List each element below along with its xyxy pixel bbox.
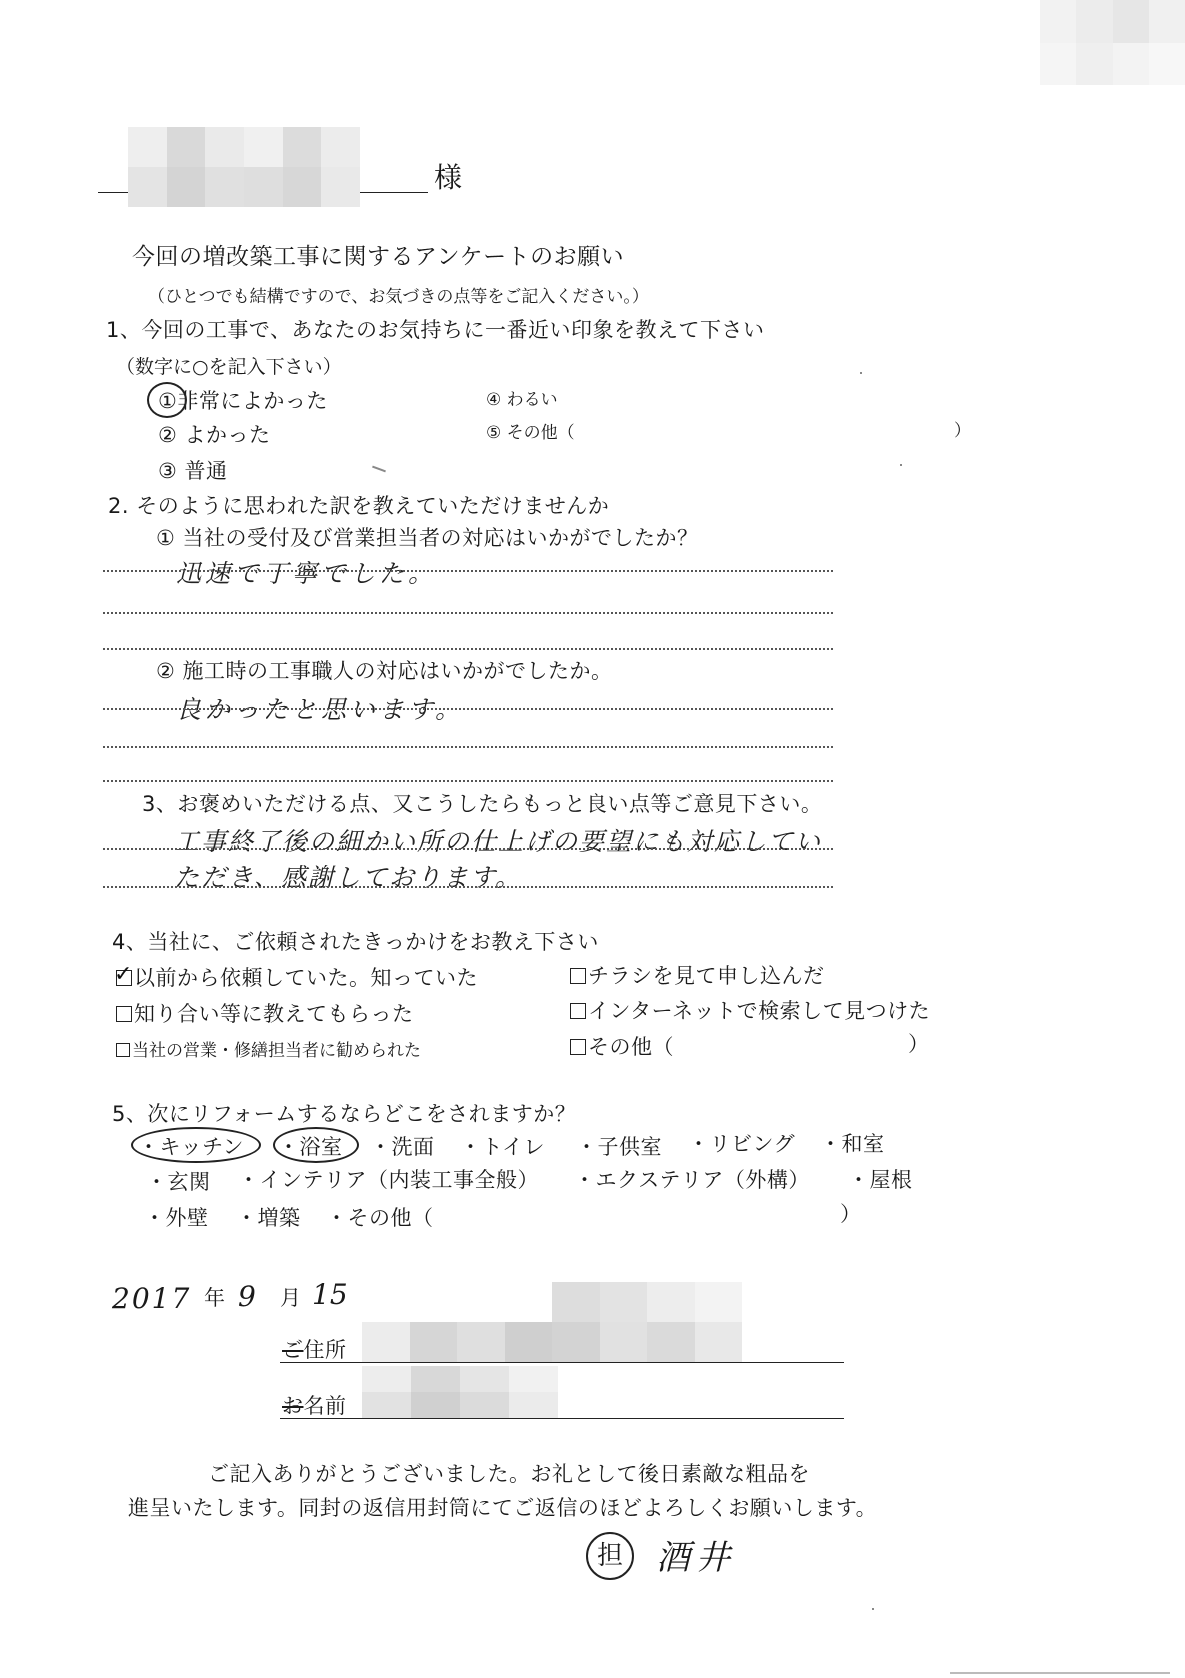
- q1-option-1-label: 非常によかった: [177, 389, 328, 413]
- q1-option-3: [158, 455, 228, 485]
- q1-option-2-num: ②: [158, 423, 178, 447]
- q5-item-kitchen: ・キッチン: [138, 1135, 245, 1159]
- q4-option-6-label: その他（: [588, 1035, 674, 1059]
- name-underline: [280, 1418, 844, 1419]
- answer-line: [103, 648, 833, 650]
- answer-line: [103, 780, 833, 782]
- check-icon: ✓: [114, 962, 133, 987]
- q1-option-4-num: ④: [486, 390, 502, 410]
- date-year-label: 年: [204, 1286, 226, 1310]
- scan-speck: [860, 372, 862, 374]
- checkbox[interactable]: [114, 962, 133, 987]
- address-underline: [280, 1362, 844, 1363]
- redacted-name: [362, 1366, 558, 1418]
- q5-item-interior: ・インテリア（内装工事全般）: [238, 1168, 539, 1192]
- checkbox[interactable]: [570, 1039, 586, 1055]
- q5-item-outer-wall: ・外壁: [144, 1206, 209, 1230]
- q5-item-other: ・その他（: [326, 1206, 434, 1230]
- name-underline-left: [98, 192, 128, 193]
- q4-option-3[interactable]: [116, 1036, 421, 1061]
- q1-option-3-label: 普通: [184, 459, 228, 483]
- address-label-text: 住所: [303, 1338, 347, 1362]
- q5-item-kids-room: ・子供室: [576, 1135, 662, 1159]
- answer-line: [103, 746, 833, 748]
- q2-sub2-question: ② 施工時の工事職人の対応はいかがでしたか。: [156, 659, 613, 683]
- q4-option-2[interactable]: [116, 998, 414, 1028]
- survey-subtitle: （ひとつでも結構ですので、お気づきの点等をご記入ください。）: [148, 287, 649, 307]
- q4-option-5[interactable]: [570, 995, 930, 1025]
- q1-option-2: [158, 419, 271, 449]
- q2-question: 2. そのように思われた訳を教えていただけませんか: [108, 494, 610, 518]
- q5-bath-circle: [273, 1127, 359, 1163]
- date-month: 9: [238, 1280, 256, 1313]
- address-prefix: ご: [282, 1338, 304, 1362]
- scan-speck: [872, 1608, 874, 1610]
- scan-speck: [900, 464, 902, 466]
- q4-option-6[interactable]: [570, 1031, 674, 1061]
- q5-item-living: ・リビング: [688, 1132, 796, 1156]
- q4-option-2-label: 知り合い等に教えてもらった: [134, 1002, 414, 1026]
- q5-kitchen-circle: [131, 1127, 261, 1163]
- q4-option-5-label: インターネットで検索して見つけた: [588, 999, 931, 1023]
- q1-option-3-num: ③: [158, 459, 178, 483]
- q1-selected-circle: [147, 382, 187, 418]
- q1-question: 1、今回の工事で、あなたのお気持ちに一番近い印象を教えて下さい: [106, 318, 765, 342]
- redacted-customer-name: [128, 127, 360, 207]
- scan-edge: [950, 1672, 1170, 1674]
- checkbox[interactable]: [116, 1043, 130, 1057]
- name-underline-right: [360, 192, 428, 193]
- q4-option-4-label: チラシを見て申し込んだ: [588, 964, 825, 988]
- q5-item-extension: ・増築: [236, 1206, 301, 1230]
- q5-item-roof: ・屋根: [848, 1168, 913, 1192]
- q2-sub2-answer: 良かったと思います。: [176, 695, 465, 724]
- q3-answer-line2: ただき、感謝しております。: [174, 863, 523, 892]
- q2-sub1-question: ① 当社の受付及び営業担当者の対応はいかがでしたか？: [156, 526, 699, 550]
- q3-question: 3、お褒めいただける点、又こうしたらもっと良い点等ご意見下さい。: [142, 792, 823, 816]
- q1-option-4-label: わるい: [506, 390, 558, 410]
- name-label: [282, 1390, 347, 1420]
- footer-line2: 進呈いたします。同封の返信用封筒にてご返信のほどよろしくお願いします。: [128, 1496, 878, 1520]
- scan-speck: [372, 466, 386, 473]
- footer-line1: ご記入ありがとうございました。お礼として後日素敵な粗品を: [208, 1462, 810, 1486]
- checkbox[interactable]: [570, 1003, 586, 1019]
- q5-item-bath: ・浴室: [278, 1135, 343, 1159]
- checkbox[interactable]: [116, 1006, 132, 1022]
- answer-line: [103, 570, 833, 572]
- redacted-corner: [1040, 0, 1185, 85]
- address-label: [282, 1334, 347, 1364]
- q5-question: 5、次にリフォームするならどこをされますか？: [112, 1102, 577, 1126]
- q4-option-3-label: 当社の営業・修繕担当者に勧められた: [132, 1041, 421, 1061]
- name-label-text: 名前: [303, 1394, 347, 1418]
- q4-option-1-label: 以前から依頼していた。知っていた: [134, 966, 478, 990]
- q5-item-exterior: ・エクステリア（外構）: [574, 1168, 810, 1192]
- answer-line: [103, 612, 833, 614]
- q1-other-close: ）: [954, 421, 971, 441]
- q4-option-4[interactable]: [570, 960, 825, 990]
- q2-sub1-answer: 迅速で丁寧でした。: [176, 559, 438, 588]
- q4-other-close: ）: [908, 1032, 930, 1056]
- redacted-address: [362, 1282, 742, 1362]
- q3-answer-line1: 工事終了後の細かい所の仕上げの要望にも対応してい: [174, 827, 823, 856]
- q4-option-1[interactable]: [116, 962, 478, 992]
- honorific: 様: [434, 161, 463, 194]
- staff-seal: 担: [586, 1532, 634, 1580]
- q1-option-4: [486, 385, 558, 410]
- q5-item-washitsu: ・和室: [820, 1132, 885, 1156]
- q5-item-washroom: ・洗面: [370, 1135, 435, 1159]
- answer-line: [103, 886, 833, 888]
- date-month-label: 月: [280, 1286, 302, 1310]
- survey-title: 今回の増改築工事に関するアンケートのお願い: [132, 244, 625, 270]
- q5-item-toilet: ・トイレ: [460, 1135, 545, 1159]
- q4-question: 4、当社に、ご依頼されたきっかけをお教え下さい: [112, 930, 599, 954]
- q1-option-2-label: よかった: [184, 423, 271, 447]
- q1-option-5: [486, 418, 575, 443]
- q1-option-5-num: ⑤: [486, 423, 502, 443]
- q1-option-1-num: ①: [158, 389, 178, 413]
- q1-instruction: （数字に○を記入下さい）: [116, 356, 342, 378]
- name-prefix: お: [282, 1394, 304, 1418]
- q5-item-entrance: ・玄関: [146, 1170, 211, 1194]
- answer-line: [103, 708, 833, 710]
- staff-signature: 酒井: [656, 1538, 736, 1578]
- answer-line: [103, 848, 833, 850]
- q5-other-close: ）: [840, 1202, 862, 1226]
- q1-option-5-label: その他（: [506, 423, 575, 443]
- date-day: 15: [312, 1278, 348, 1311]
- checkbox[interactable]: [570, 968, 586, 984]
- date-year: 2017: [112, 1282, 192, 1315]
